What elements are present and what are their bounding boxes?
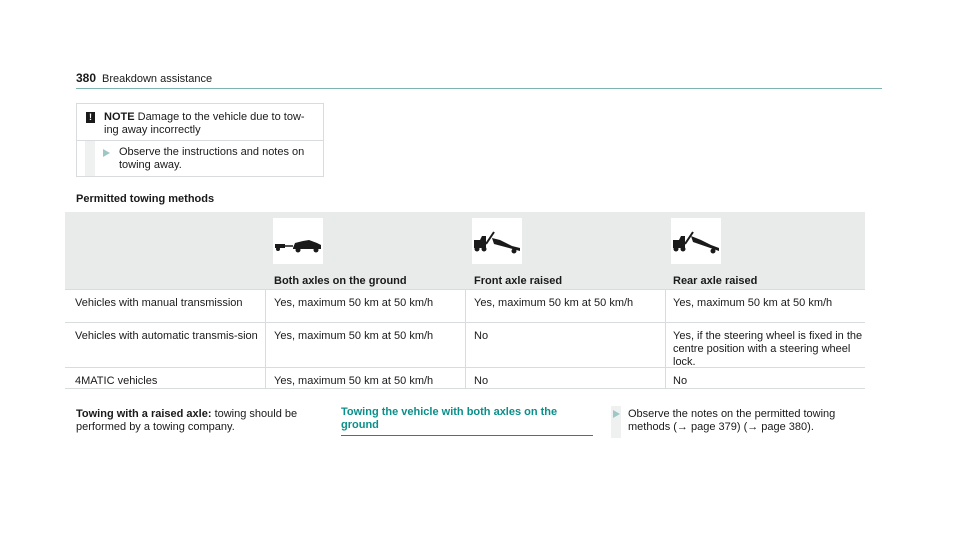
note-box [76, 103, 324, 177]
link-heading[interactable]: Towing the vehicle with both axles on the ground [341, 406, 593, 436]
cell-both: Yes, maximum 50 km at 50 km/h [274, 297, 434, 309]
table-bottom-border [65, 388, 865, 389]
towing-info-text [76, 408, 326, 434]
note-title: NOTE [104, 111, 135, 123]
car-flat-tow-icon [273, 218, 323, 264]
exclamation-icon: ! [86, 112, 95, 123]
column-divider [665, 289, 666, 389]
note-action [77, 141, 323, 176]
section-heading: Permitted towing methods [76, 193, 215, 205]
section-title: Breakdown assistance [102, 73, 213, 85]
cell-both: Yes, maximum 50 km at 50 km/h [274, 330, 434, 342]
row-label: 4MATIC vehicles [75, 375, 158, 387]
table-header [65, 212, 865, 289]
step-text: Observe the notes on the permitted towing methods (→ page 379) (→ page 380). [628, 408, 836, 433]
note-body: Damage to the vehicle due to tow-ing away incorrectly [104, 111, 305, 136]
page-number: 380 [76, 71, 97, 85]
cell-rear: Yes, if the steering wheel is fixed in the centre position with a steering wheel lock. [673, 330, 863, 368]
cell-rear: Yes, maximum 50 km at 50 km/h [673, 297, 833, 309]
cell-front: No [474, 375, 489, 387]
arrow-right-icon [613, 410, 620, 418]
column-divider [465, 289, 466, 389]
col-both-axles: Both axles on the ground [274, 275, 407, 287]
towing-info-bold: Towing with a raised axle: [76, 408, 212, 420]
row-label: Vehicles with manual transmission [75, 297, 243, 309]
col-rear-raised: Rear axle raised [673, 275, 758, 287]
arrow-right-icon [103, 149, 110, 157]
cell-front: No [474, 330, 489, 342]
note-action-text: Observe the instructions and notes on towing away. [119, 146, 305, 171]
tow-truck-front-raised-icon [472, 218, 522, 264]
step-bar [85, 141, 95, 176]
row-label: Vehicles with automatic transmis-sion [75, 330, 258, 342]
cell-rear: No [673, 375, 688, 387]
note-text [104, 111, 316, 137]
cell-both: Yes, maximum 50 km at 50 km/h [274, 375, 434, 387]
col-front-raised: Front axle raised [474, 275, 563, 287]
towing-info-body: towing should be performed by a towing company. [76, 408, 298, 433]
note-warning [77, 104, 323, 141]
towing-methods-table [65, 212, 865, 389]
cell-front: Yes, maximum 50 km at 50 km/h [474, 297, 634, 309]
tow-truck-rear-raised-icon [671, 218, 721, 264]
header-rule [76, 88, 882, 89]
column-divider [265, 289, 266, 389]
